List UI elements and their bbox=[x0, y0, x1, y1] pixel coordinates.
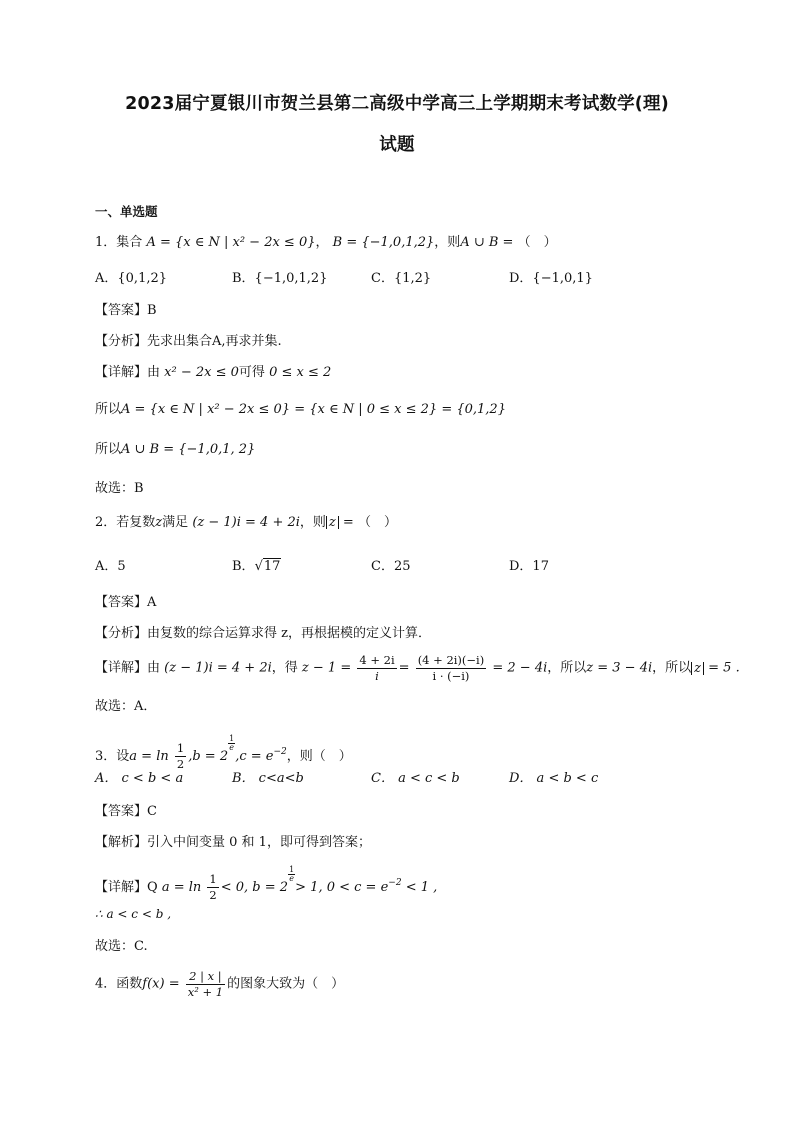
question-1-stem: 1．集合 A = {x ∈ N | x² − 2x ≤ 0}， B = {−1,0,1,2}，则A ∪ B = （ ） bbox=[95, 235, 557, 250]
q1-analysis: 【分析】先求出集合A,再求并集. bbox=[95, 334, 282, 349]
q3-choose: 故选：C. bbox=[95, 939, 148, 954]
q1-answer: 【答案】B bbox=[95, 303, 157, 318]
question-4-stem: 4．函数f(x) = $\frac{2 | x |}{\text{x² + 1}}$ 的图象大致为（ ） bbox=[95, 969, 345, 999]
q2-analysis: 【分析】由复数的综合运算求得 z，再根据模的定义计算． bbox=[95, 626, 431, 641]
q3-option-a: A． c < b < a bbox=[95, 771, 184, 786]
sqrt-symbol: √17 bbox=[254, 559, 281, 574]
q2-option-c: C．25 bbox=[371, 559, 411, 574]
q3-detail: 【详解】Q a = ln $\frac{1}{2}$ < 0, b = 2 $\frac{1}{e}$ > 1, $0 < c = e^{-2} < 1$ , bbox=[95, 865, 438, 902]
q2-option-b: B．√17 bbox=[232, 559, 281, 574]
q3-option-b: B． c<a<b bbox=[232, 771, 304, 786]
q2-answer: 【答案】A bbox=[95, 595, 157, 610]
q1-option-d: D．{−1,0,1} bbox=[509, 271, 593, 286]
q1-option-b: B．{−1,0,1,2} bbox=[232, 271, 328, 286]
q2-detail: 【详解】由 (z − 1)i = 4 + 2i，得 z − 1 = $\frac{4 + 2i}{i}$ = $\frac{(4 + 2i)(-i)}{i \cdot (-i)}$ = 2 − 4i，所以z = 3 − 4i，所以 z = 5 . bbox=[95, 653, 740, 683]
question-number: 1． bbox=[95, 235, 117, 250]
section-heading: 一、单选题 bbox=[95, 204, 158, 219]
q2-choose: 故选：A． bbox=[95, 699, 157, 714]
q3-answer: 【答案】C bbox=[95, 804, 157, 819]
question-3-stem: 3．设a = ln $\frac{1}{2}$ ,b = 2 $\frac{1}{e}$ $,c = e^{-2}$，则（ ） bbox=[95, 734, 352, 771]
document-title-line1: 2023届宁夏银川市贺兰县第二高级中学高三上学期期末考试数学(理) bbox=[125, 94, 669, 114]
question-2-stem: 2．若复数z满足 (z − 1)i = 4 + 2i，则 z = （ ） bbox=[95, 515, 397, 530]
q2-option-a: A．5 bbox=[95, 559, 126, 574]
q1-detail-line3: 所以A ∪ B = {−1,0,1, 2} bbox=[95, 442, 256, 457]
q2-option-d: D．17 bbox=[509, 559, 549, 574]
q3-therefore: ∴ a < c < b , bbox=[95, 907, 172, 921]
q1-option-c: C．{1,2} bbox=[371, 271, 432, 286]
q1-detail: 【详解】由 x² − 2x ≤ 0可得 0 ≤ x ≤ 2 bbox=[95, 365, 332, 380]
q1-option-a: A．{0,1,2} bbox=[95, 271, 168, 286]
q3-option-d: D． a < b < c bbox=[509, 771, 599, 786]
q1-choose: 故选：B bbox=[95, 481, 144, 496]
q1-detail-line2: 所以A = {x ∈ N | x² − 2x ≤ 0} = {x ∈ N | 0 ≤ x ≤ 2} = {0,1,2} bbox=[95, 402, 506, 417]
q3-analysis: 【解析】引入中间变量 0 和 1，即可得到答案； bbox=[95, 835, 371, 850]
q3-option-c: C． a < c < b bbox=[371, 771, 460, 786]
document-title-line2: 试题 bbox=[379, 135, 415, 155]
